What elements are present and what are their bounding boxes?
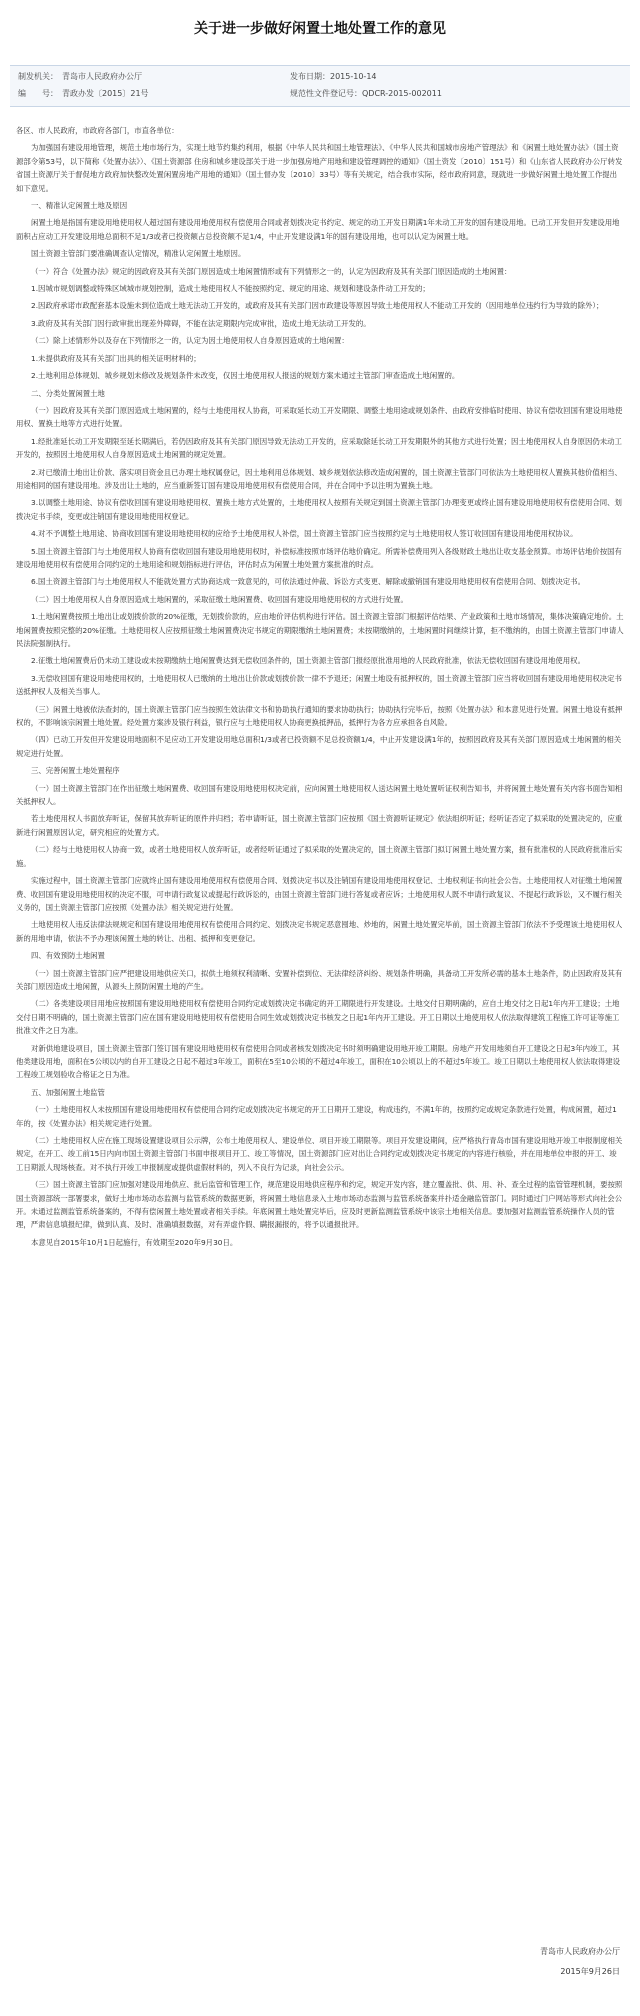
- body-paragraph: （一）国土资源主管部门应严把建设用地供应关口，拟供土地须权利清晰、安置补偿到位、无法律经济纠纷、规划条件明确，具备动工开发所必需的基本土地条件，防止因政府及其有关部门原因造成土地闲置，从源头上预防闲置土地的产生。: [16, 968, 623, 991]
- body-paragraph: 为加强国有建设用地管理，规范土地市场行为，实现土地节约集约利用，根据《中华人民共和国土地管理法》、《中华人民共和国城市房地产管理法》和《闲置土地处置办法》（国土资源部令第53号，以下简称《处置办法》）、《国土资源部 住房和城乡建设部关于进一步加强房地产用地和建设管理调控的通知》（国土资发〔2010〕151号）和《山东省人民政府办公厅转发省国土资源厅关于督促地方政府加快整改处置闲置房地产用地的通知》（国土督办发〔2010〕33号）等有关规定，结合我市实际，经市政府同意，现就进一步做好闲置土地处置工作提出如下意见。: [16, 143, 623, 193]
- body-paragraph: 3.以调整土地用途、协议有偿收回国有建设用地使用权、置换土地方式处置的，土地使用权人按照有关规定到国土资源主管部门办理变更或终止国有建设用地使用权有偿使用合同、划拨决定书手续，变更或注销国有建设用地使用权登记。: [16, 498, 622, 521]
- body-paragraph: 国土资源主管部门要准确调查认定情况，精准认定闲置土地原因。: [31, 249, 246, 259]
- metadata-row-docno: [18, 86, 618, 102]
- body-paragraph: （一）土地使用权人未按照国有建设用地使用权有偿使用合同约定或划拨决定书规定的开工日期开工建设，构成违约，不满1年的，按照约定或规定条款进行处置，构成闲置，超过1年的，按《处置办法》相关规定进行处置。: [16, 1105, 617, 1128]
- body-paragraph: 1.因城市规划调整或特殊区域城市规划控制，造成土地使用权人不能按照约定、规定的用途、规划和建设条件动工开发的；: [31, 284, 430, 294]
- section-heading: 四、有效预防土地闲置: [31, 951, 105, 961]
- body-paragraph: （三）国土资源主管部门应加强对建设用地供应、批后监管和管理工作，规范建设用地供应程序和约定，规定开发内容，建立覆盖批、供、用、补、查全过程的监管管理机制，要按照国土资源部统一部署要求，做好土地市场动态监测与监管系统的数据更新，将闲置土地信息录入土地市场动态监测与监管系统备案并扑适金融监管部门。同时通过门户网站等形式向社会公开。未通过监测监管系统备案的，不得有偿闲置土地处置或者相关手续。年底闲置土地处置完毕后，应及时更新监测监管系统中该宗土地相关信息。要加强对监测监管系统操作人员的管理，严肃信息填报纪律，做到认真、及时、准确填报数据，对有弄虚作假、瞒报漏报的，将予以通报批评。: [16, 1180, 623, 1230]
- body-paragraph: 2.土地利用总体规划、城乡规划未修改及规划条件未改变，仅因土地使用权人报送的规划方案未通过主管部门审查造成土地闲置的。: [31, 371, 460, 381]
- body-paragraph: （二）各类建设项目用地应按照国有建设用地使用权有偿使用合同约定或划拨决定书确定的开工期限进行开发建设。土地交付日期明确的，应自土地交付之日起1年内开工建设；土地交付日期不明确的，国土资源主管部门应在国有建设用地使用权有偿使用合同生效或划拨决定书核发之日起1年内开工建设。开工日期以土地使用权人依法取得建筑工程施工许可证等施工批准文件之日为准。: [16, 999, 620, 1036]
- publish-date-value: 2015-10-14: [330, 72, 377, 81]
- section-heading: 一、精准认定闲置土地及原因: [31, 201, 128, 211]
- body-paragraph: 1.未提供政府及其有关部门出具的相关证明材料的；: [31, 353, 201, 363]
- norm-no-cell: [290, 86, 442, 102]
- body-paragraph: 2.征缴土地闲置费后仍未动工建设或未按期缴纳土地闲置费达到无偿收回条件的，国土资源主管部门报经原批准用地的人民政府批准，依法无偿收回国有建设用地使用权。: [31, 656, 585, 666]
- doc-no-cell: [18, 86, 149, 102]
- body-paragraph: （二）除上述情形外以及存在下列情形之一的，认定为因土地使用权人自身原因造成的土地闲置：: [31, 336, 349, 346]
- section-heading: 五、加强闲置土地监管: [31, 1087, 105, 1097]
- body-paragraph: （三）闲置土地被依法查封的，国土资源主管部门应当按照生效法律文书和协助执行通知的要求协助执行；协助执行完毕后，按照《处置办法》和本意见进行处置。闲置土地设有抵押权的，不影响该宗闲置土地处置。经处置方案涉及银行利益，银行应与土地使用权人协商更换抵押品，抵押行为各方应承担各自风险。: [16, 704, 623, 728]
- issuer-cell: [18, 69, 142, 85]
- body-paragraph: （一）国土资源主管部门在作出征缴土地闲置费、收回国有建设用地使用权决定前，应向闲置土地使用权人送达闲置土地处置听证权利告知书，并将闲置土地处置有关内容书面告知相关抵押权人。: [16, 783, 623, 807]
- metadata-table: [10, 65, 630, 107]
- body-paragraph: （二）因土地使用权人自身原因造成土地闲置的，采取征缴土地闲置费、收回国有建设用地使用权的方式进行处置。: [31, 594, 408, 604]
- section-heading: 三、完善闲置土地处置程序: [31, 766, 120, 776]
- issuer-value: 青岛市人民政府办公厅: [62, 72, 142, 81]
- doc-no-label: 编 号：: [18, 89, 58, 98]
- body-paragraph: 对新供地建设项目，国土资源主管部门签订国有建设用地使用权有偿使用合同或者核发划拨决定书时须明确建设用地开竣工期限。房地产开发用地须自开工建设之日起3年内竣工，其他类建设用地，面积在5公顷以内的自开工建设之日起不超过3年竣工，面积在5至10公顷的不超过4年竣工，面积在10公顷以上的不超过5年竣工。竣工日期以土地使用权人依法取得建设工程竣工规划验收合格证之日为准。: [16, 1043, 621, 1080]
- body-paragraph: 土地使用权人违反法律法规规定和国有建设用地使用权有偿使用合同约定、划拨决定书规定恶意囤地、炒地的，闲置土地处置完毕前，国土资源主管部门依法不予受理该土地使用权人新的用地申请，依法不予办理该闲置土地的转让、出租、抵押和变更登记。: [16, 920, 623, 943]
- norm-no-label: 规范性文件登记号：: [290, 89, 362, 98]
- body-paragraph: 1.经批准延长动工开发期限至延长期满后，若仍因政府及其有关部门原因导致无法动工开发的，应采取除延长动工开发期限外的其他方式进行处置；因土地使用权人自身原因仍未动工开发的，按照因土地使用权人自身原因造成土地闲置的规定处置。: [16, 436, 622, 460]
- publish-date-cell: [290, 69, 377, 85]
- body-paragraph: 实施过程中，国土资源主管部门应就终止国有建设用地使用权有偿使用合同、划拨决定书以及注销国有建设用地使用权登记、土地权利证书向社会公告。土地使用权人对征缴土地闲置费、收回国有建设用地使用权的决定不服，可申请行政复议或提起行政诉讼的，由国土资源主管部门进行答复或者应诉；土地使用权人既不申请行政复议、不提起行政诉讼，又不履行相关义务的，国土资源主管部门应按照《处置办法》相关规定进行处置。: [16, 876, 623, 912]
- metadata-row-issuer: [18, 69, 618, 85]
- body-paragraph: 3.政府及其有关部门因行政审批出现差外障碍，不能在法定期限内完成审批，造成土地无法动工开发的。: [31, 318, 371, 328]
- body-paragraph: 若土地使用权人书面放弃听证，保留其放弃听证的原件并归档；若申请听证，国土资源主管部门应按照《国土资源听证规定》依法组织听证；经听证否定了拟采取的处置决定的，应重新进行闲置原因认定，研究相应的处置方式。: [16, 814, 623, 837]
- body-paragraph: （一）符合《处置办法》规定的因政府及其有关部门原因造成土地闲置情形或有下列情形之一的，认定为因政府及其有关部门原因造成的土地闲置：: [31, 266, 512, 276]
- body-paragraph: （一）因政府及其有关部门原因造成土地闲置的，经与土地使用权人协商，可采取延长动工开发期限、调整土地用途或规划条件、由政府安排临时使用、协议有偿收回国有建设用地使用权、置换土地等方式进行处置。: [16, 405, 623, 429]
- body-paragraph: 2.对已缴清土地出让价款、落实项目资金且已办理土地权属登记，因土地利用总体规划、城乡规划依法修改造成闲置的，国土资源主管部门可依法为土地使用权人置换其他价值相当、用途相同的国有建设用地。涉及出让土地的，应当重新签订国有建设用地使用权有偿使用合同，并在合同中予以注明为置换土地。: [16, 467, 622, 490]
- issue-date: 2015年9月26日: [560, 1967, 620, 1976]
- body-paragraph: 4.对不予调整土地用途、协商收回国有建设用地使用权的应给予土地使用权人补偿，国土资源主管部门应当按照约定与土地使用权人签订收回国有建设用地使用权协议。: [31, 529, 578, 539]
- document-body: [16, 124, 624, 1253]
- body-paragraph: 各区、市人民政府，市政府各部门，市直各单位：: [16, 126, 179, 135]
- body-paragraph: 3.无偿收回国有建设用地使用权的，土地使用权人已缴纳的土地出让价款或划拨价款一律不予退还；闲置土地设有抵押权的，国土资源主管部门应当将收回国有建设用地使用权决定书送抵押权人及相关当事人。: [16, 673, 622, 697]
- issuing-organization: 青岛市人民政府办公厅: [540, 1947, 620, 1956]
- body-paragraph: （二）土地使用权人应在施工现场设置建设项目公示牌，公布土地使用权人、建设单位、项目开竣工期限等。项目开发建设期间，应严格执行青岛市国有建设用地开竣工申报制度相关规定，在开工、竣工前15日内向市国土资源主管部门书面申报项目开工、竣工等情况，国土资源部门应对出让合同约定或划拨决定书规定的内容进行核验，并在用地单位申报的开工、竣工日期派人现场核查。对不执行开竣工申报制度或提供虚假材料的，列入不良行为记录，向社会公示。: [16, 1136, 623, 1172]
- publish-date-label: 发布日期：: [290, 72, 330, 81]
- body-paragraph: 5.国土资源主管部门与土地使用权人协商有偿收回国有建设用地使用权时，补偿标准按照市场评估地价确定。所需补偿费用列入各级财政土地出让收支基金预算。市场评估地价按国有建设用地使用权有偿使用合同约定的土地用途和规划指标进行评估，评估时点为闲置土地处置方案批准的时点。: [16, 546, 622, 569]
- norm-no-value: QDCR-2015-002011: [362, 89, 442, 98]
- body-paragraph: （四）已动工开发但开发建设用地面积不足应动工开发建设用地总面积1/3或者已投资额不足总投资额1/4，中止开发建设满1年的，按照因政府及其有关部门原因造成土地闲置的相关规定进行处置。: [16, 735, 622, 758]
- body-paragraph: 6.国土资源主管部门与土地使用权人不能就处置方式协商达成一致意见的，可依法通过仲裁、诉讼方式变更、解除或撤销国有建设用地使用权有偿使用合同、划拨决定书。: [31, 577, 585, 587]
- body-paragraph: 闲置土地是指国有建设用地使用权人超过国有建设用地使用权有偿使用合同或者划拨决定书约定、规定的动工开发日期满1年未动工开发的国有建设用地。已动工开发但开发建设用地面积占应动工开发建设用地总面积不足1/3或者已投资额占总投资额不足1/4，中止开发建设满1年的国有建设用地，也可以认定为闲置土地。: [16, 218, 620, 241]
- section-heading: 二、分类处置闲置土地: [31, 388, 105, 398]
- body-paragraph: （二）经与土地使用权人协商一致，或者土地使用权人放弃听证，或者经听证通过了拟采取的处置决定的，国土资源主管部门拟订闲置土地处置方案，报有批准权的人民政府批准后实施。: [16, 845, 623, 868]
- issuer-label: 制发机关：: [18, 72, 58, 81]
- body-paragraph: 1.土地闲置费按照土地出让或划拨价款的20%征缴，无划拨价款的，应由地价评估机构进行评估。国土资源主管部门根据评估结果、产业政策和土地市场情况，集体决策确定地价。土地闲置费按照完整的20%征缴。土地使用权人应按照征缴土地闲置费决定书规定的期限缴纳土地闲置费；未按期缴纳的，土地闲置时间继续计算，拒不缴纳的，由国土资源主管部门申请人民法院强制执行。: [16, 612, 624, 648]
- body-paragraph: 2.因政府承诺市政配套基本设施未到位造成土地无法动工开发的，或政府及其有关部门因市政建设等原因导致土地使用权人不能动工开发的（因用地单位违约行为导致的除外）；: [31, 301, 604, 311]
- body-paragraph: 本意见自2015年10月1日起施行，有效期至2020年9月30日。: [31, 1237, 238, 1247]
- doc-no-value: 青政办发〔2015〕21号: [62, 89, 149, 98]
- document-title: 关于进一步做好闲置土地处置工作的意见: [194, 21, 446, 37]
